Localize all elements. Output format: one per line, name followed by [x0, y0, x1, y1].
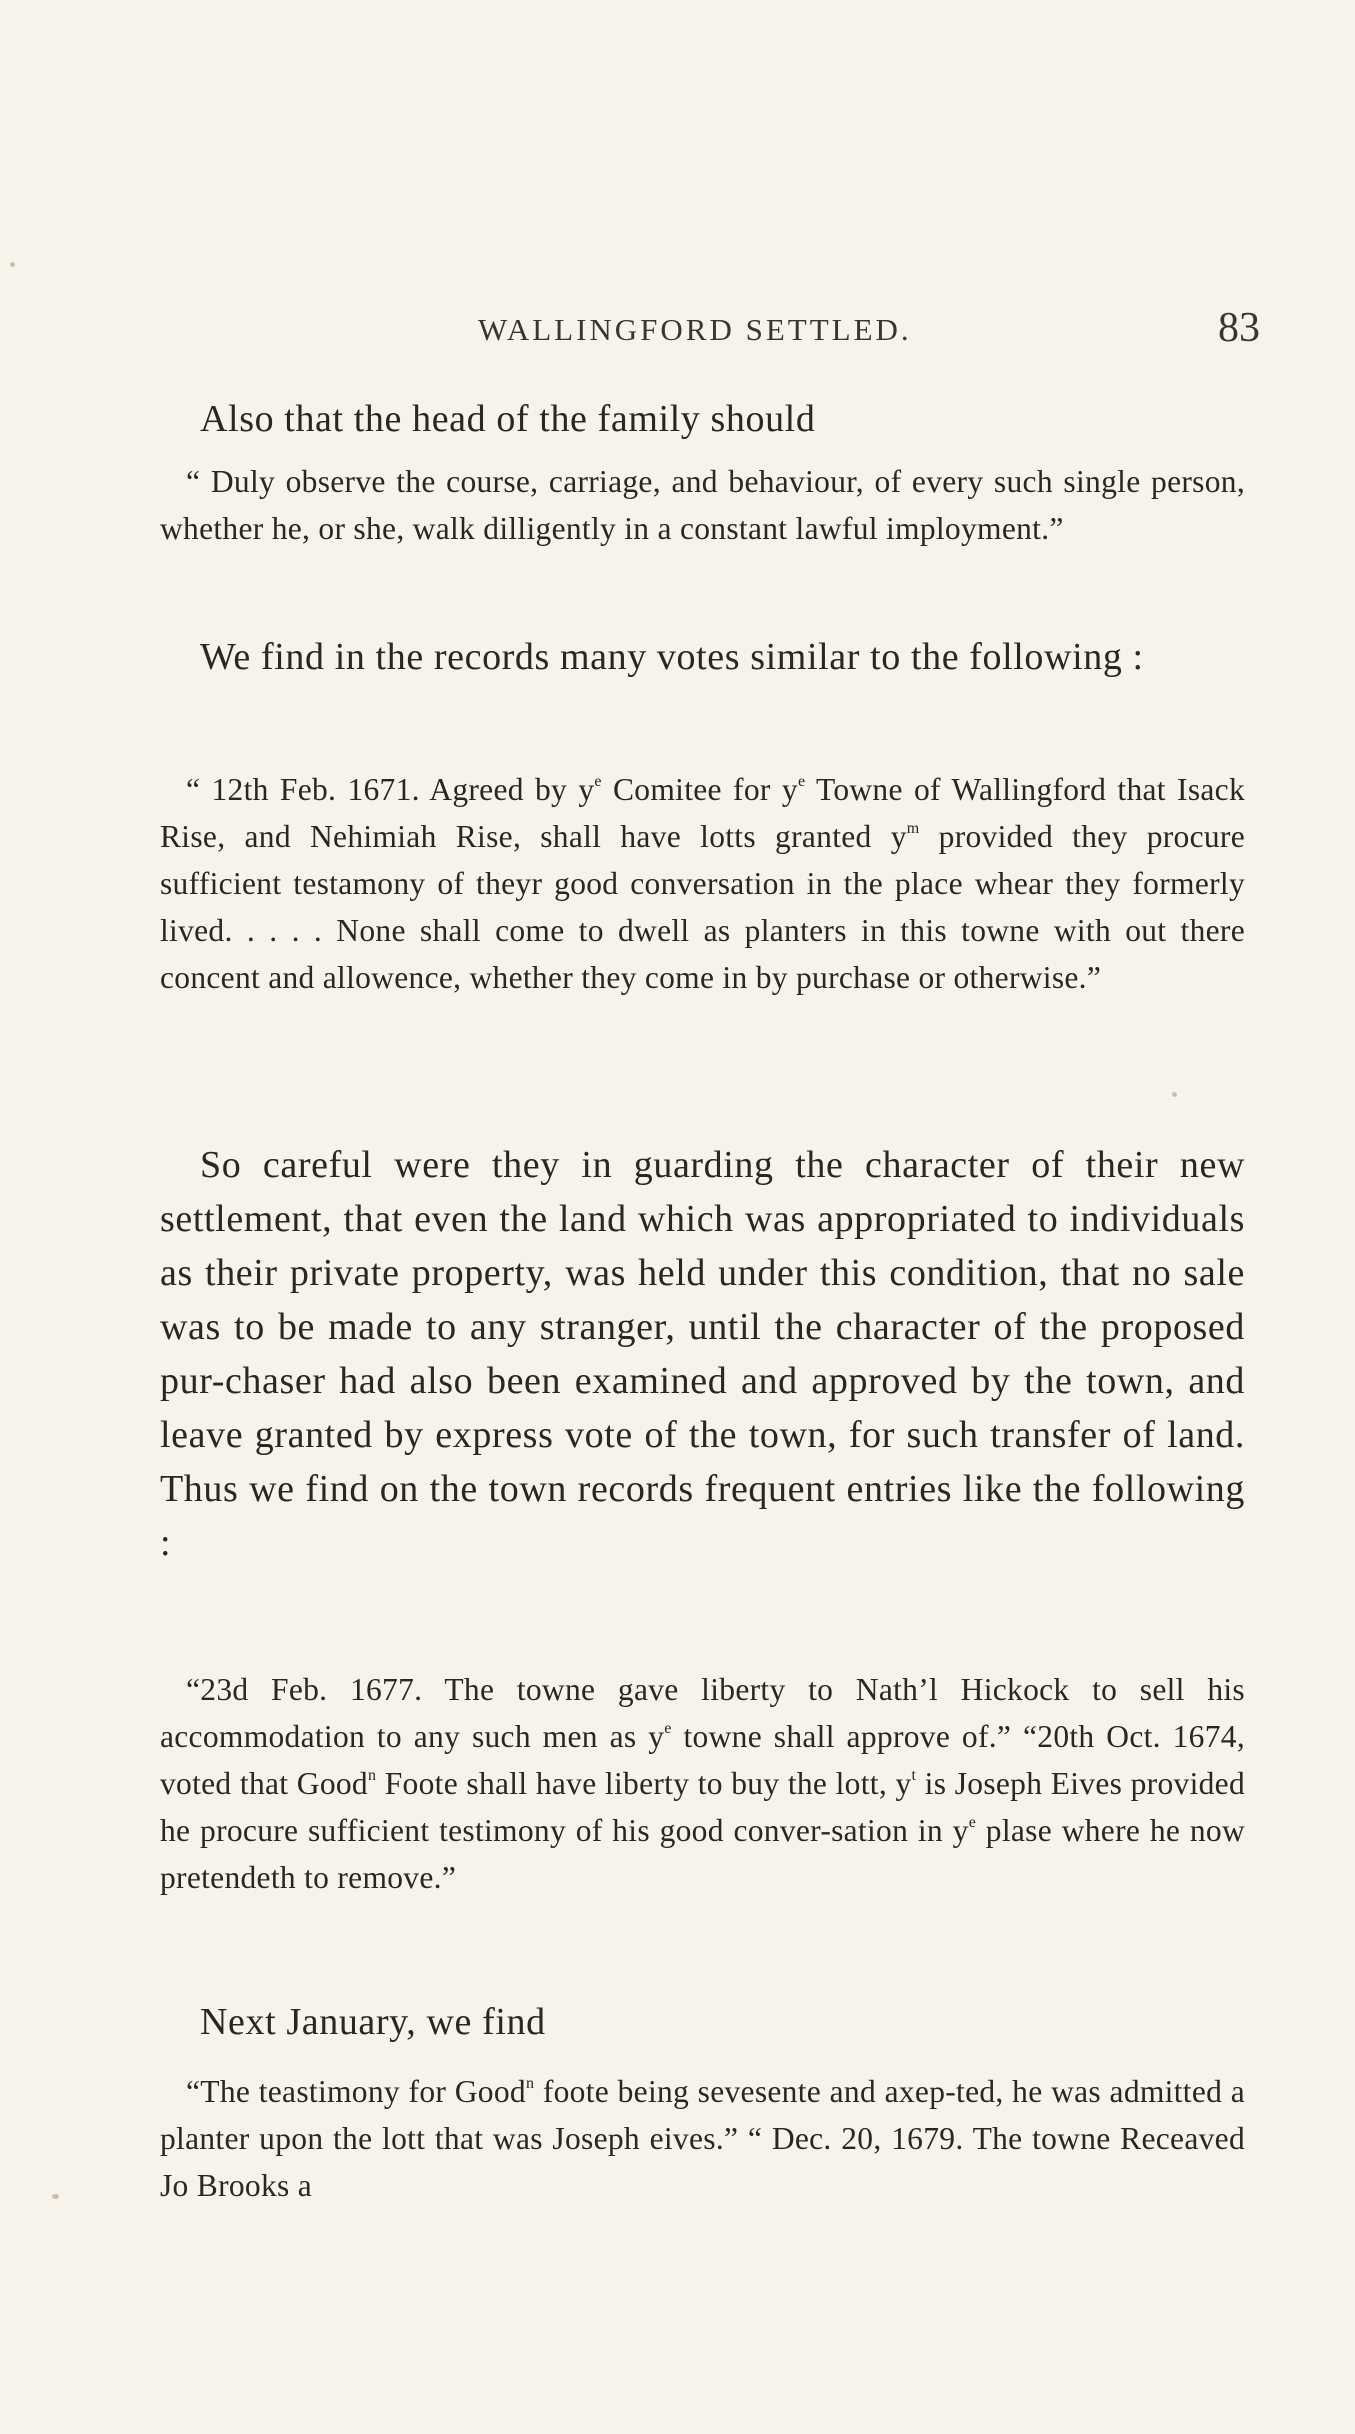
superscript: e — [797, 773, 806, 790]
quote-text: foote being sevesente and axep-ted, he was admitted a planter upon the lott that was Joseph eives.” “ Dec. 20, 1679. The towne Receaved Jo Brooks a — [160, 2074, 1246, 2203]
superscript: n — [525, 2075, 535, 2092]
quote-text: is Joseph Eives provided he procure sufficient testimony of his good conver-sation in y — [160, 1766, 1245, 1848]
paragraph-we-find-records: We find in the records many votes similar to the following : — [200, 636, 1144, 678]
superscript: m — [906, 820, 920, 837]
quote-text: “23d Feb. 1677. The towne gave liberty to Nath’l Hickock to sell his accommodation to any such men as y — [160, 1672, 1245, 1754]
quote-text: towne shall approve of.” “20th Oct. 1674, voted that Good — [160, 1719, 1245, 1801]
superscript: e — [594, 773, 602, 790]
quote-23d-feb-1677 — [160, 1666, 1245, 1901]
quote-text: Towne of Wallingford that Isack Rise, and Nehimiah Rise, shall have lotts granted y — [160, 772, 1245, 854]
quote-12th-feb-1671 — [160, 766, 1245, 1001]
paper-speck — [52, 2194, 59, 2199]
superscript: e — [968, 1814, 977, 1831]
quote-text: Foote shall have liberty to buy the lott, y — [376, 1766, 912, 1801]
running-head: WALLINGFORD SETTLED. — [478, 312, 912, 347]
paragraph-next-january: Next January, we find — [200, 2001, 546, 2043]
quote-duly-observe: “ Duly observe the course, carriage, and behaviour, of every such single person, whether he, or she, walk dilligently in a constant lawful imployment.” — [160, 464, 1245, 546]
superscript: n — [367, 1767, 377, 1784]
paper-speck — [10, 262, 15, 267]
superscript: e — [664, 1720, 672, 1737]
superscript: t — [911, 1767, 917, 1784]
quote-text: provided they procure sufficient testamony of theyr good conversation in the place whear they formerly lived. . . . . None shall come to dwell as planters in this towne with out there concent and allowence, whether they come in by purchase or otherwise.” — [160, 819, 1245, 995]
quote-text: “The teastimony for Good — [186, 2074, 526, 2109]
quote-text: plase where he now pretendeth to remove.” — [160, 1813, 1245, 1895]
page-number: 83 — [1218, 305, 1260, 351]
paragraph-so-careful: So careful were they in guarding the character of their new settlement, that even the land which was appropriated to individuals as their private property, was held under this condition, that no sale was to be made to any stranger, until the character of the proposed pur-chaser had also been examined and approved by the town, and leave granted by express vote of the town, for such transfer of land. Thus we find on the town records frequent entries like the following : — [160, 1144, 1245, 1564]
quote-text: “ 12th Feb. 1671. Agreed by y — [186, 772, 595, 807]
paragraph-head-of-family: Also that the head of the family should — [200, 398, 816, 440]
quote-teastimony — [160, 2068, 1245, 2209]
quote-text: Comitee for y — [601, 772, 798, 807]
paper-speck — [1172, 1092, 1177, 1097]
